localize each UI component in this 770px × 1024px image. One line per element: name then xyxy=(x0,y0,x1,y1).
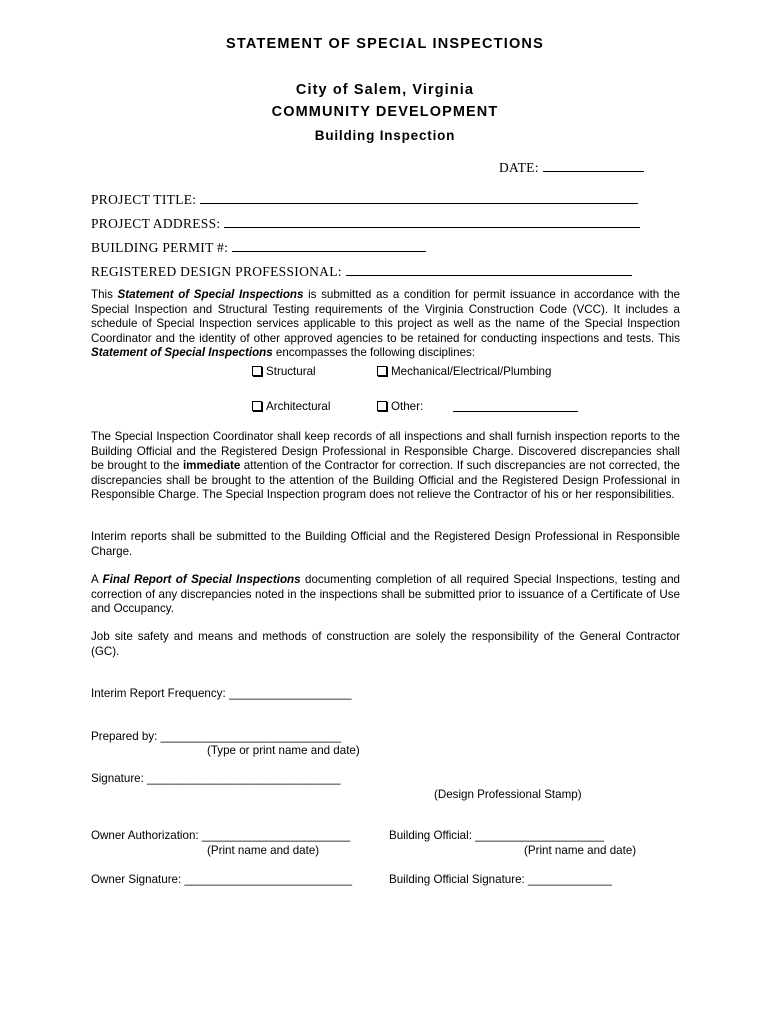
interim-paragraph: Interim reports shall be submitted to the Building Official and the Registered Design Professional in Responsible Charge. xyxy=(91,530,680,558)
intro-paragraph: This Statement of Special Inspections is submitted as a condition for permit issuance in accordance with the Special Inspection and Structural Testing requirements of the Virginia Construction Code (VCC). It includes a schedule of Special Inspection services applicable to this project as well as the name of the Special Inspection Coordinator and the identity of other approved agencies to be retained for conducting inspections and tests. This Statement of Special Inspections encompasses the following disciplines: xyxy=(91,288,681,359)
design-professional-label: REGISTERED DESIGN PROFESSIONAL: xyxy=(91,264,342,279)
project-title-line[interactable] xyxy=(200,193,638,204)
project-title-field[interactable] xyxy=(91,192,638,208)
building-official-field[interactable]: Building Official: ____________________ xyxy=(389,829,605,842)
design-professional-stamp: (Design Professional Stamp) xyxy=(434,788,582,801)
safety-paragraph: Job site safety and means and methods of construction are solely the responsibility of the General Contractor (GC). xyxy=(91,630,680,658)
project-title-label: PROJECT TITLE: xyxy=(91,192,197,207)
design-professional-field[interactable] xyxy=(91,264,632,280)
owner-authorization-hint: (Print name and date) xyxy=(207,844,320,857)
building-permit-label: BUILDING PERMIT #: xyxy=(91,240,229,255)
project-address-field[interactable] xyxy=(91,216,640,232)
building-official-hint: (Print name and date) xyxy=(524,844,637,857)
checkbox-icon xyxy=(377,401,387,411)
signature-field[interactable]: Signature: ______________________________ xyxy=(91,772,341,785)
mep-checkbox[interactable]: Mechanical/Electrical/Plumbing xyxy=(377,365,551,378)
document-title: STATEMENT OF SPECIAL INSPECTIONS xyxy=(226,36,544,52)
checkbox-icon xyxy=(377,366,387,376)
project-address-label: PROJECT ADDRESS: xyxy=(91,216,221,231)
final-report-paragraph: A Final Report of Special Inspections documenting completion of all required Special Inspections, testing and correction of any discrepancies noted in the inspections shall be submitted prior to issuance of a Certificate of Use and Occupancy. xyxy=(91,573,680,615)
interim-frequency-field[interactable]: Interim Report Frequency: ___________________ xyxy=(91,687,352,700)
other-checkbox[interactable]: Other: xyxy=(377,400,423,413)
building-official-signature-field[interactable]: Building Official Signature: _____________ xyxy=(389,873,612,886)
other-discipline-line[interactable] xyxy=(453,401,578,412)
prepared-by-hint: (Type or print name and date) xyxy=(207,744,360,757)
architectural-checkbox[interactable]: Architectural xyxy=(252,400,330,413)
prepared-by-field[interactable]: Prepared by: ____________________________ xyxy=(91,730,342,743)
building-permit-line[interactable] xyxy=(232,241,426,252)
date-line[interactable] xyxy=(543,161,644,172)
coordinator-paragraph: The Special Inspection Coordinator shall keep records of all inspections and shall furnish inspection reports to the Building Official and the Registered Design Professional in Responsible Charge. Discovered discrepancies shall be brought to the immediate attention of the Contractor for correction. If such discrepancies are not corrected, the discrepancies shall be brought to the attention of the Building Official and the Registered Design Professional in Responsible Charge. The Special Inspection program does not relieve the Contractor of his or her responsibilities. xyxy=(91,430,681,501)
city-name: City of Salem, Virginia xyxy=(295,82,475,98)
date-field[interactable] xyxy=(499,160,644,176)
project-address-line[interactable] xyxy=(224,217,640,228)
design-professional-line[interactable] xyxy=(346,265,632,276)
structural-checkbox[interactable]: Structural xyxy=(252,365,316,378)
building-permit-field[interactable] xyxy=(91,240,426,256)
checkbox-icon xyxy=(252,366,262,376)
owner-authorization-field[interactable]: Owner Authorization: _______________________ xyxy=(91,829,351,842)
division-name: Building Inspection xyxy=(314,128,456,143)
owner-signature-field[interactable]: Owner Signature: __________________________ xyxy=(91,873,353,886)
date-label: DATE: xyxy=(499,160,539,175)
checkbox-icon xyxy=(252,401,262,411)
department-name: COMMUNITY DEVELOPMENT xyxy=(271,104,499,120)
